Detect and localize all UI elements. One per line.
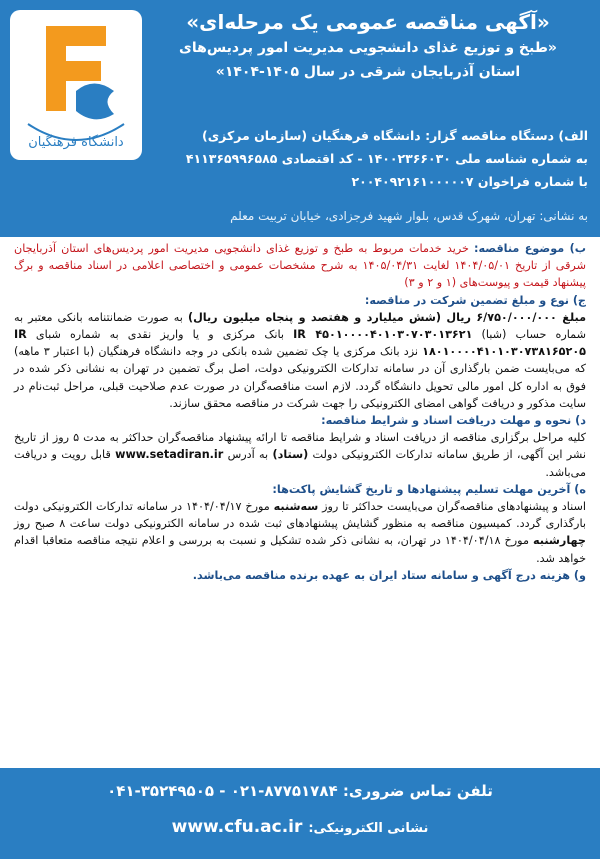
deadline-text-3: مورخ ۱۴۰۴/۰۴/۱۸ در تهران، به نشانی ذکر شده تشکیل و نسبت به بررسی و اعلام نتیجه مناقصه متعاقبا اقدام خواهد شد. <box>14 534 586 565</box>
subject-text: خرید خدمات مربوط به طبخ و توزیع غذای دانشجویی مدیریت امور پردیس‌های استان آذربایجان شرقی از تاریخ ۱۴۰۴/۰۵/۰۱ لغایت ۱۴۰۵/۰۴/۳۱ به شرح مشخصات عمومی و اختصاصی اعلامی در اسناد مناقصه و برگ پیشنهاد قیمت و پیوست‌های (۱ و ۲ و ۳) <box>14 242 586 290</box>
guarantee-heading: ج) نوع و مبلغ تضمین شرکت در مناقصه: <box>364 293 586 307</box>
phone-number-2[interactable]: ۰۲۱-۸۷۷۵۱۷۸۴ <box>230 782 338 800</box>
documents-text-2: به آدرس <box>227 448 269 462</box>
sheba-account-2: IR ۱۸۰۱۰۰۰۰۴۱۰۱۰۳۰۷۳۸۱۶۵۲۰۵ <box>14 328 586 359</box>
documents-text-3: قابل رویت و دریافت می‌باشد. <box>14 448 586 479</box>
organization-info <box>128 124 588 193</box>
org-line-1: الف) دستگاه مناقصه گزار: دانشگاه فرهنگیان (سازمان مرکزی) <box>202 128 588 143</box>
documents-heading: د) نحوه و مهلت دریافت اسناد و شرایط مناقصه: <box>321 414 586 428</box>
website-url-link[interactable]: www.cfu.ac.ir <box>171 817 303 837</box>
website-label: نشانی الکترونیکی: <box>308 821 429 836</box>
notice-footer <box>0 768 600 859</box>
setad-label: (ستاد) <box>272 448 309 462</box>
notice-header <box>0 0 600 237</box>
section-costs: و) هزینه درج آگهی و سامانه ستاد ایران به عهده برنده مناقصه می‌باشد. <box>192 568 586 582</box>
deadline-day-1: سه‌شنبه <box>273 500 319 514</box>
section-documents <box>0 412 600 481</box>
organization-address: به نشانی: تهران، شهرک قدس، بلوار شهید فرجزادی، خیابان تربیت معلم <box>230 209 588 223</box>
deadline-heading: ه) آخرین مهلت تسلیم پیشنهادها و تاریخ گشایش پاکت‌ها: <box>272 482 586 496</box>
sheba-account-1: IR ۴۵۰۱۰۰۰۰۴۰۱۰۳۰۷۰۳۰۱۳۶۲۱ <box>293 328 473 342</box>
org-line-2: به شماره شناسه ملی ۱۴۰۰۲۳۶۶۰۳۰ - کد اقتصادی ۴۱۱۳۶۵۹۹۶۵۸۵ <box>185 151 588 166</box>
notice-subtitle-1: «طبخ و توزیع غذای دانشجویی مدیریت امور پردیس‌های <box>179 40 557 56</box>
section-subject <box>0 240 600 292</box>
documents-text-1: کلیه مراحل برگزاری مناقصه از دریافت اسناد و شرایط مناقصه تا ارائه پیشنهاد مناقصه‌گران حداکثر به مدت ۵ روز از تاریخ نشر این آگهی، از طریق سامانه تدارکات الکترونیکی دولت <box>14 431 587 462</box>
university-logo <box>6 6 146 164</box>
notice-subtitle-2: استان آذربایجان شرقی در سال ۱۴۰۵-۱۴۰۴» <box>215 64 521 80</box>
deadline-day-2: چهارشنبه <box>532 534 586 548</box>
header-titles <box>148 8 588 84</box>
org-line-3: با شماره فراخوان ۲۰۰۴۰۹۲۱۶۱۰۰۰۰۰۷ <box>351 174 588 189</box>
logo-text: دانشگاه فرهنگیان <box>28 135 124 150</box>
guarantee-text-3: نزد بانک مرکزی یا چک تضمین شده بانکی در وجه دانشگاه فرهنگیان (با اعتبار ۳ ماهه) که می‌بایست ضمن بارگذاری آن در سامانه تدارکات الکترونیکی دولت، اصل برگ تضمین در تهران به نشانی ذکر شده در فوق به اداره کل امور مالی تحویل دانشگاه گردد. لازم است مناقصه‌گران در صورت عدم صلاحیت قبلی، مراحل ثبت‌نام در سایت مذکور و دریافت گواهی امضای الکترونیکی را جهت شرکت در مناقصه محقق سازند. <box>14 345 586 410</box>
setad-url-link[interactable]: www.setadiran.ir <box>115 448 224 462</box>
phone-label: تلفن تماس ضروری: <box>342 782 493 800</box>
section-deadline <box>0 481 600 567</box>
contact-phones: تلفن تماس ضروری: ۰۴۱-۳۵۲۴۹۵۰۵ - ۰۲۱-۸۷۷۵۱۷۸۴ <box>107 782 493 800</box>
section-guarantee <box>0 292 600 412</box>
deadline-text-1: اسناد و پیشنهادهای مناقصه‌گران می‌بایست حداکثر تا روز <box>322 500 586 514</box>
guarantee-text-2: بانک مرکزی و یا واریز نقدی به شماره شبای <box>35 328 284 342</box>
guarantee-amount: مبلغ ۶/۷۵۰/۰۰۰/۰۰۰ ریال (شش میلیارد و هفتصد و پنجاه میلیون ریال) <box>187 310 586 324</box>
notice-body <box>0 240 600 765</box>
guarantee-text-1: به صورت ضمانتنامه بانکی معتبر به شماره حساب (شبا) <box>14 310 587 342</box>
contact-website <box>0 812 600 844</box>
deadline-text-2: مورخ ۱۴۰۴/۰۴/۱۷ در سامانه تدارکات الکترونیکی دولت بارگذاری گردد. کمیسیون مناقصه به منظور گشایش پیشنهادهای ثبت شده در سامانه الکترونیکی دولت ساعت ۸ صبح روز <box>14 500 586 531</box>
phone-number-1[interactable]: ۰۴۱-۳۵۲۴۹۵۰۵ <box>107 782 215 800</box>
notice-title: «آگهی مناقصه عمومی یک مرحله‌ای» <box>186 10 550 34</box>
subject-heading: ب) موضوع مناقصه: <box>474 242 586 255</box>
